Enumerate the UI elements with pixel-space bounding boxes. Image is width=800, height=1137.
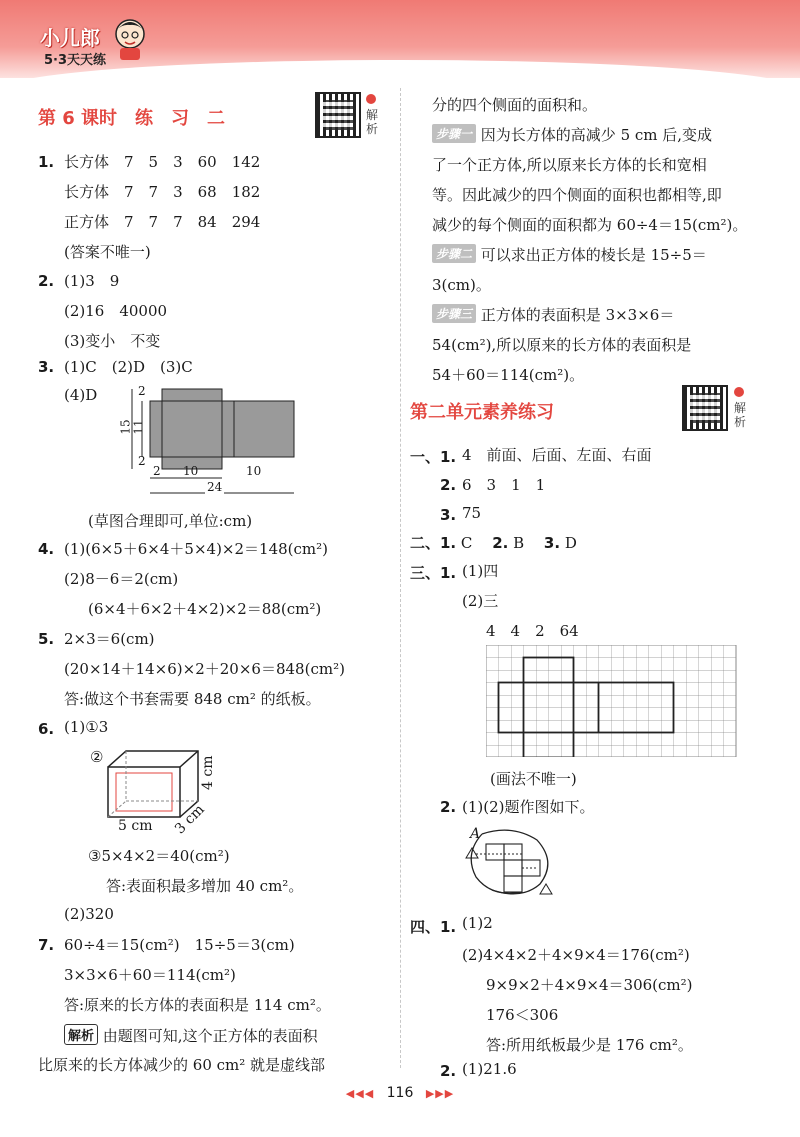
unit-title: 第二单元素养练习 xyxy=(410,402,554,423)
q6-number: 6. xyxy=(38,720,55,738)
part4-line: (1)2 xyxy=(462,914,493,932)
q7-line: 3×3×6＋60＝114(cm²) xyxy=(64,966,236,984)
q7-line: 60÷4＝15(cm²) 15÷5＝3(cm) xyxy=(64,936,295,954)
q3-number: 3. xyxy=(38,358,55,376)
part4-line: (1)21.6 xyxy=(462,1060,517,1078)
part2-answer: C xyxy=(460,534,488,552)
play-icon xyxy=(734,387,744,397)
brand-subtitle: 5·3天天练 xyxy=(44,53,107,68)
q1-note: (答案不唯一) xyxy=(64,243,151,261)
fig-label: 3 cm xyxy=(172,801,208,838)
part4-line: 176＜306 xyxy=(486,1006,559,1024)
part2-number: 二、1. xyxy=(410,534,457,552)
part1-line: 6 3 1 1 xyxy=(462,476,546,494)
step3-text: 正方体的表面积是 3×3×6＝ xyxy=(480,306,675,324)
part4-line: (2)4×4×2＋4×9×4＝176(cm²) xyxy=(462,946,690,964)
point-a-label: A xyxy=(470,826,481,842)
step1 xyxy=(432,124,712,145)
q5-answer: 答:做这个书套需要 848 cm² 的纸板。 xyxy=(64,690,321,708)
part3-number: 三、1. xyxy=(410,564,457,582)
q7-analysis xyxy=(64,1024,318,1046)
fig-label: 2 xyxy=(138,454,146,468)
step3-tag: 步骤三 xyxy=(432,304,476,323)
q4-line: (2)8－6＝2(cm) xyxy=(64,570,179,588)
part2-answer: D xyxy=(564,534,577,552)
q5-number: 5. xyxy=(38,630,55,648)
q5-line: (20×14＋14×6)×2＋20×6＝848(cm²) xyxy=(64,660,345,678)
qr-label: 解析 xyxy=(734,401,747,429)
part4-number: 2. xyxy=(440,1062,457,1080)
step2-text: 可以求出正方体的棱长是 15÷5＝ xyxy=(480,246,707,264)
part4-line: 9×9×2＋4×9×4＝306(cm²) xyxy=(486,976,693,994)
page-footer xyxy=(0,1085,800,1101)
step3-text: 54(cm²),所以原来的长方体的表面积是 xyxy=(432,336,692,354)
analysis-tag: 解析 xyxy=(64,1024,98,1045)
part3-line: (1)(2)题作图如下。 xyxy=(462,798,595,816)
part3-line: 4 4 2 64 xyxy=(486,622,579,640)
step1-text: 了一个正方体,所以原来长方体的长和宽相 xyxy=(432,156,707,174)
step2 xyxy=(432,244,707,265)
step1-text: 减少的每个侧面的面积都为 60÷4＝15(cm²)。 xyxy=(432,216,748,234)
q4-line: (1)(6×5＋6×4＋5×4)×2＝148(cm²) xyxy=(64,540,329,558)
part1-number: 一、1. xyxy=(410,448,457,466)
part2-number: 2. xyxy=(492,534,509,552)
mascot-icon xyxy=(112,16,148,62)
q3-line: (4)D xyxy=(64,386,98,404)
play-icon xyxy=(366,94,376,104)
fig-label: 15 xyxy=(118,419,133,435)
lesson-title: 第 6 课时 练 习 二 xyxy=(38,108,226,129)
fig-label: ② xyxy=(90,748,104,766)
q2-number: 2. xyxy=(38,272,55,290)
q3-line: (1)C (2)D (3)C xyxy=(64,358,193,376)
qr-code-icon[interactable] xyxy=(682,385,728,431)
q5-line: 2×3＝6(cm) xyxy=(64,630,155,648)
left-arrows-icon: ◀◀◀ xyxy=(345,1087,375,1100)
q1-line: 正方体 7 7 7 84 294 xyxy=(64,213,261,231)
part3-line: (2)三 xyxy=(462,592,499,610)
part1-line: 4 前面、后面、左面、右面 xyxy=(462,446,652,464)
q1-line: 长方体 7 5 3 60 142 xyxy=(64,153,261,171)
analysis-text: 由题图可知,这个正方体的表面积 xyxy=(102,1027,318,1045)
step2-text: 3(cm)。 xyxy=(432,276,491,294)
part2-answer: B xyxy=(513,534,540,552)
part1-number: 2. xyxy=(440,476,457,494)
fig-label: 24 xyxy=(207,480,223,494)
q2-line: (2)16 40000 xyxy=(64,302,168,320)
fig-label: 5 cm xyxy=(118,818,153,834)
part1-number: 3. xyxy=(440,506,457,524)
grid-diagram xyxy=(486,645,746,757)
q7-answer: 答:原来的长方体的表面积是 114 cm²。 xyxy=(64,996,331,1014)
q3-note: (草图合理即可,单位:cm) xyxy=(88,512,253,530)
part4-number: 四、1. xyxy=(410,918,457,936)
step1-text: 等。因此减少的四个侧面的面积也都相等,即 xyxy=(432,186,722,204)
step1-tag: 步骤一 xyxy=(432,124,476,143)
q6-answer: 答:表面积最多增加 40 cm²。 xyxy=(106,877,304,895)
fig-label: 11 xyxy=(131,419,146,435)
cont-text: 分的四个侧面的面积和。 xyxy=(432,96,598,114)
q4-line: (6×4＋6×2＋4×2)×2＝88(cm²) xyxy=(88,600,322,618)
fig-label: 4 cm xyxy=(200,755,216,790)
q1-line: 长方体 7 7 3 68 182 xyxy=(64,183,261,201)
column-divider xyxy=(400,88,401,1068)
qr-code-icon[interactable] xyxy=(315,92,361,138)
step2-tag: 步骤二 xyxy=(432,244,476,263)
step3 xyxy=(432,304,674,325)
fig-label: 2 xyxy=(153,464,161,478)
q6-line: ③5×4×2＝40(cm²) xyxy=(88,847,230,865)
part2-number: 3. xyxy=(543,534,561,552)
fig-label: 10 xyxy=(246,464,262,478)
analysis-text: 比原来的长方体减少的 60 cm² 就是虚线部 xyxy=(38,1056,326,1074)
step3-text: 54＋60＝114(cm²)。 xyxy=(432,366,585,384)
q2-line: (1)3 9 xyxy=(64,272,120,290)
part4-answer: 答:所用纸板最少是 176 cm²。 xyxy=(486,1036,693,1054)
fig-label: 2 xyxy=(138,384,146,398)
brand-logo: 小儿郎 xyxy=(40,26,100,50)
right-arrows-icon: ▶▶▶ xyxy=(425,1087,455,1100)
q1-number: 1. xyxy=(38,153,55,171)
q4-number: 4. xyxy=(38,540,55,558)
part3-number: 2. xyxy=(440,798,457,816)
q6-line: (2)320 xyxy=(64,905,114,923)
q6-line: (1)①3 xyxy=(64,718,109,736)
part3-line: (1)四 xyxy=(462,562,499,580)
grid-note: (画法不唯一) xyxy=(490,770,577,788)
step1-text: 因为长方体的高减少 5 cm 后,变成 xyxy=(480,126,713,144)
part1-line: 75 xyxy=(462,504,482,522)
q7-number: 7. xyxy=(38,936,55,954)
page-number: 116 xyxy=(386,1085,414,1101)
q2-line: (3)变小 不变 xyxy=(64,332,161,350)
part2-line xyxy=(410,532,577,553)
qr-label: 解析 xyxy=(366,108,379,136)
fig-label: 10 xyxy=(183,464,199,478)
